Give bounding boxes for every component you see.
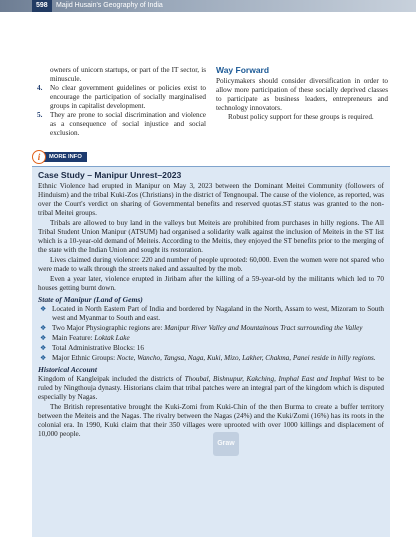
paragraph: Robust policy support for these groups is required. (228, 113, 374, 121)
case-study-title: Case Study – Manipur Unrest–2023 (38, 170, 182, 180)
list-item (38, 305, 384, 323)
text-run: Kingdom of Kangleipak included the districts of (38, 375, 185, 383)
diamond-bullet-icon: ❖ (40, 334, 47, 342)
bullet-text: Total Administrative Blocks: 16 (52, 344, 144, 352)
right-column (216, 66, 388, 122)
page-number: 598 (32, 0, 52, 12)
bullet-italic-text: Manipur River Valley and Mountainous Tract surrounding the Valley (164, 324, 363, 332)
facts-list (38, 305, 384, 363)
paragraph (38, 375, 384, 402)
text-run: to be ruled by Ningthouja dynasty. Historians claim that tribal patches were an integral part of the kingdom which is disputed especially by Nagas. (38, 375, 385, 401)
points-list (32, 84, 206, 138)
paragraph: Tribals are allowed to buy land in the valleys but Meiteis are prohibited from purchases in hilly regions. The All Tribal Student Union Manipur (ATSUM) had organised a solidarity walk against the inclusion of Meiteis in the ST list which is a 10-year-old demand of Meiteis. According to the Meitis, they enjoyed the ST benefits prior to the merging of the state with the Indian Union and sought its restoration. (38, 219, 384, 254)
paragraph: Lives claimed during violence: 220 and number of people uprooted: 60,000. Even the women were not spared who were made to walk through the streets naked and assaulted by the mob. (38, 256, 384, 273)
subheading: Historical Account (38, 365, 97, 374)
diamond-bullet-icon: ❖ (40, 354, 47, 362)
list-item (38, 354, 384, 363)
bullet-text: Located in North Eastern Part of India and bordered by Nagaland in the North, Assam to west, Mizoram to South west and Myanmar to South and east. (52, 305, 384, 322)
paragraph: Policymakers should consider diversification in order to allow more participation of these socially deprived classes to participate as business leaders, entrepreneurs and technology innovators. (216, 77, 388, 112)
list-item (32, 84, 206, 111)
info-icon: i (32, 150, 46, 164)
paragraph: The British representative brought the Kuki-Zomi from Kuki-Chin of the then Burma to create a buffer territory between the Meiteis and the Nagas. The rivalry between the Nagas (24%) and the Kuki/Zomi (16%) has its roots in the colonial era. In 1990, Kuki claim that their 350 villages were uprooted with over 1000 killings and displacement of 10,000 people. (38, 403, 384, 438)
watermark-logo: Graw (213, 432, 239, 456)
point-number: 4. (37, 84, 43, 92)
subheading: State of Manipur (Land of Gems) (38, 295, 143, 304)
diamond-bullet-icon: ❖ (40, 344, 47, 352)
diamond-bullet-icon: ❖ (40, 305, 47, 313)
paragraph: Ethnic Violence had erupted in Manipur on May 3, 2023 between the Dominant Meitei Community (followers of Hinduism) and the tribal Kuki-Zos (Christians) in the district of Tengnoupal. The cause of the violence, as reported, was over the Court's verdict on sharing of Governmental benefits and reserved quotas.ST status was granted to the non- tribal Meitei groups. (38, 182, 384, 217)
more-info-label: MORE INFO (43, 152, 87, 162)
more-info-content (38, 171, 384, 440)
left-column (32, 66, 206, 138)
running-title: Majid Husain's Geography of India (56, 2, 163, 9)
bullet-italic-text: Nocte, Wancho, Tangsa, Naga, Kuki, Mizo, Lakher, Chakma, Panei reside in hilly regions. (116, 354, 376, 362)
paragraph: Even a year later, violence erupted in Jiribam after the killing of a 59-year-old by the militants which led to 70 houses getting burnt down. (38, 275, 384, 292)
more-info-box (32, 166, 390, 537)
more-info-badge (32, 150, 92, 164)
bullet-text: Two Major Physiographic regions are: (52, 324, 165, 332)
point-text: They are prone to social discrimination and violence as a consequence of social injustice and social exclusion. (50, 111, 206, 137)
point-text: No clear government guidelines or policies exist to encourage the participation of socially marginalised groups in capitalist development. (50, 84, 206, 110)
italic-run: Thoubal, Bishnupur, Kakching, Imphal East and Imphal West (184, 375, 367, 383)
bullet-text: Main Feature: (52, 334, 95, 342)
list-item (32, 111, 206, 138)
section-title: Way Forward (216, 65, 270, 75)
diamond-bullet-icon: ❖ (40, 324, 47, 332)
list-item (38, 344, 384, 353)
bullet-text: Major Ethnic Groups: (52, 354, 117, 362)
point-number: 5. (37, 111, 43, 119)
bullet-italic-text: Loktak Lake (94, 334, 130, 342)
list-item (38, 334, 384, 343)
list-item (38, 324, 384, 333)
continuation-text: owners of unicorn startups, or part of the IT sector, is minuscule. (50, 66, 206, 83)
